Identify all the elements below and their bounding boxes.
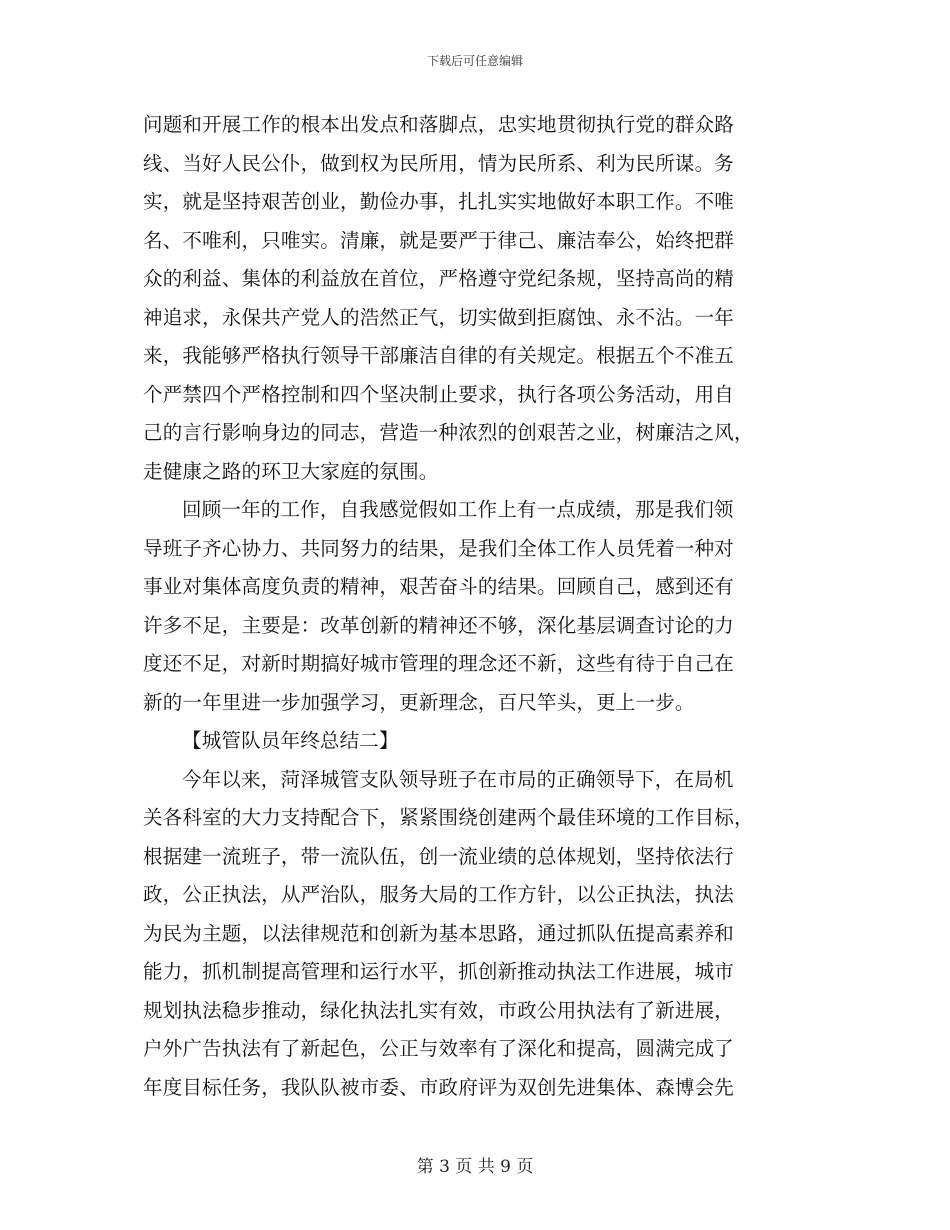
text-line: 能力，抓机制提高管理和运行水平，抓创新推动执法工作进展，城市 [143,960,735,983]
text-line: 问题和开展工作的根本出发点和落脚点，忠实地贯彻执行党的群众路 [143,113,735,136]
text-line: 许多不足，主要是：改革创新的精神还不够，深化基层调查讨论的力 [143,613,735,637]
text-line: 政，公正执法，从严治队，服务大局的工作方针，以公正执法，执法 [143,883,735,906]
text-line: 来，我能够严格执行领导干部廉洁自律的有关规定。根据五个不准五 [143,344,735,367]
text-line: 个严禁四个严格控制和四个坚决制止要求，执行各项公务活动，用自 [143,382,735,406]
text-line: 实，就是坚持艰苦创业，勤俭办事，扎扎实实地做好本职工作。不唯 [143,190,735,213]
text-line: 为民为主题，以法律规范和创新为基本思路，通过抓队伍提高素养和 [143,921,735,945]
document-body [143,106,803,1107]
text-line: 度还不足，对新时期搞好城市管理的理念还不新，这些有待于自己在 [143,652,735,675]
text-line: 户外广告执法有了新起色，公正与效率有了深化和提高，圆满完成了 [143,1037,735,1060]
page-number-footer: 第 3 页 共 9 页 [416,1157,534,1177]
text-line: 新的一年里进一步加强学习，更新理念，百尺竿头，更上一步。 [143,690,695,714]
paragraph-3 [143,761,803,1108]
text-line: 今年以来，菏泽城管支队领导班子在市局的正确领导下，在局机 [182,767,734,791]
text-line: 关各科室的大力支持配合下，紧紧围绕创建两个最佳环境的工作目标， [143,806,754,829]
text-line: 年度目标任务，我队队被市委、市政府评为双创先进集体、森博会先 [143,1075,735,1099]
section-heading: 【城管队员年终总结二】 [182,729,399,752]
text-line: 众的利益、集体的利益放在首位，严格遵守党纪条规，坚持高尚的精 [143,267,735,290]
text-line: 走健康之路的环卫大家庭的氛围。 [143,459,439,483]
text-line: 线、当好人民公仆，做到权为民所用，情为民所系、利为民所谋。务 [143,151,735,175]
text-line: 导班子齐心协力、共同努力的结果，是我们全体工作人员凭着一种对 [143,536,735,560]
text-line: 事业对集体高度负责的精神，艰苦奋斗的结果。回顾自己，感到还有 [143,575,735,598]
page-header: 下载后可任意编辑 [426,54,523,68]
text-line: 根据建一流班子，带一流队伍，创一流业绩的总体规划，坚持依法行 [143,844,735,868]
text-line: 规划执法稳步推动，绿化执法扎实有效，市政公用执法有了新进展， [143,998,735,1022]
paragraph-1 [143,106,803,491]
text-line: 神追求，永保共产党人的浩然正气，切实做到拒腐蚀、永不沾。一年 [143,305,735,329]
text-line: 己的言行影响身边的同志，营造一种浓烈的创艰苦之业，树廉洁之风， [143,421,754,444]
paragraph-2 [143,491,803,722]
text-line: 回顾一年的工作，自我感觉假如工作上有一点成绩，那是我们领 [182,498,734,521]
text-line: 名、不唯利，只唯实。清廉，就是要严于律己、廉洁奉公，始终把群 [143,228,735,252]
